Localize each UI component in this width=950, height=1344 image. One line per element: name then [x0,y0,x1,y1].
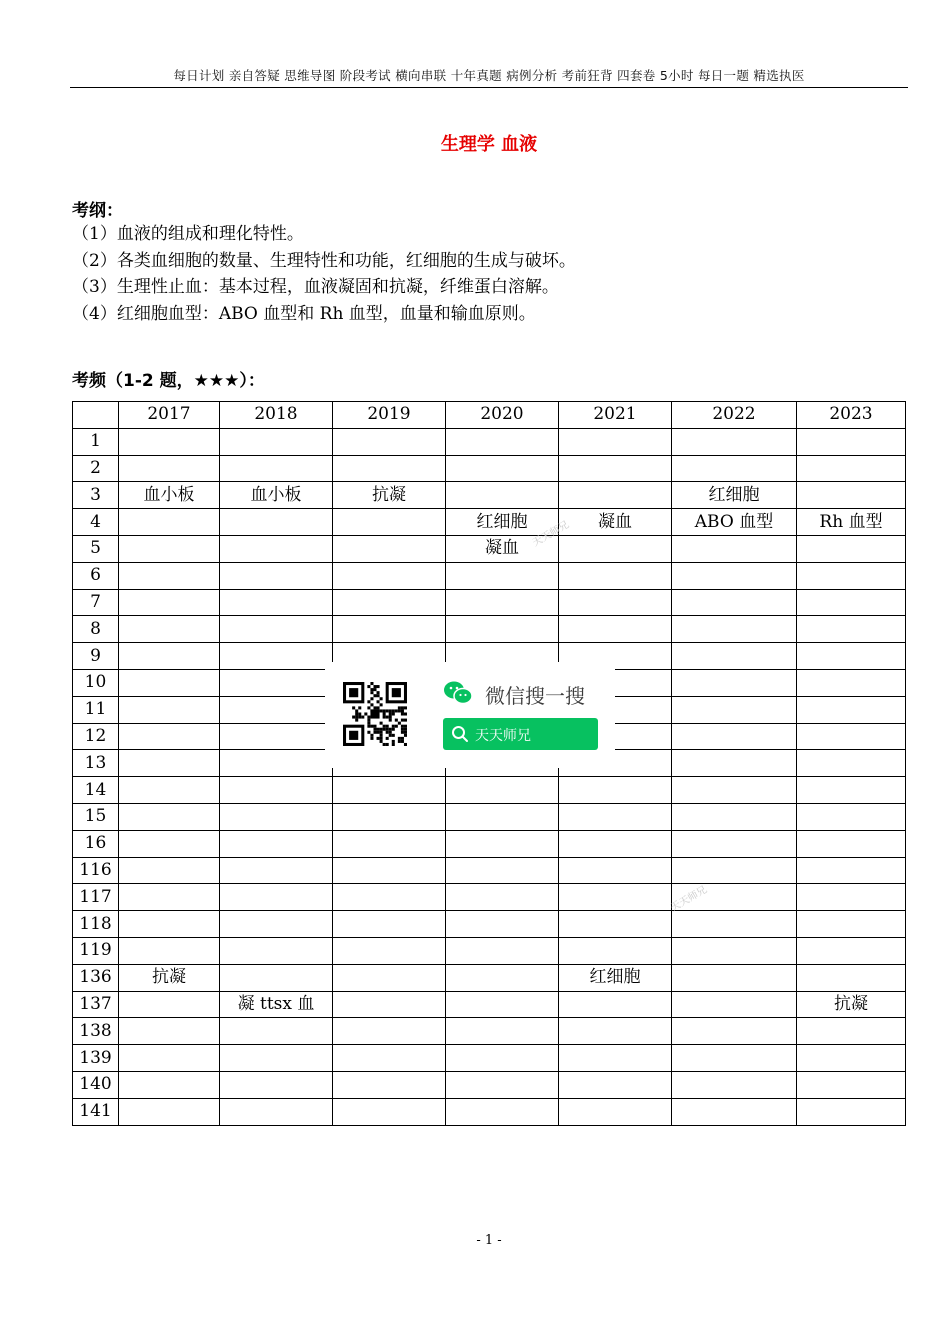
topic-cell [672,937,797,964]
table-row [73,857,906,884]
year-header: 2018 [220,402,333,429]
topic-cell [559,589,672,616]
topic-cell [220,937,333,964]
topic-cell [333,562,446,589]
topic-cell [797,455,906,482]
topic-cell: 血小板 [119,482,220,509]
question-number-cell: 117 [73,884,119,911]
topic-cell [119,937,220,964]
topic-cell [446,1018,559,1045]
table-row [73,535,906,562]
topic-cell [446,428,559,455]
topic-cell [672,750,797,777]
topic-cell [797,428,906,455]
topic-cell [559,428,672,455]
topic-cell [559,1098,672,1125]
topic-cell [559,616,672,643]
topic-cell [672,696,797,723]
topic-cell [446,830,559,857]
topic-cell [559,1045,672,1072]
topic-cell [559,830,672,857]
table-row [73,884,906,911]
topic-cell [119,1018,220,1045]
topic-cell [672,777,797,804]
topic-cell [446,937,559,964]
year-header: 2020 [446,402,559,429]
account-search-button[interactable] [443,718,598,750]
topic-cell [559,991,672,1018]
topic-cell [446,803,559,830]
topic-cell [446,1098,559,1125]
watermark: 天天师兄 [530,519,572,549]
topic-cell [797,535,906,562]
topic-cell [446,964,559,991]
outline-item: （2）各类血细胞的数量、生理特性和功能，红细胞的生成与破坏。 [72,250,576,271]
question-number-cell: 4 [73,509,119,536]
table-row [73,911,906,938]
topic-cell [119,455,220,482]
question-number-cell: 9 [73,643,119,670]
table-row [73,937,906,964]
topic-cell [333,991,446,1018]
topic-cell [797,723,906,750]
question-number-cell: 5 [73,535,119,562]
topic-cell [672,1071,797,1098]
question-number-cell: 138 [73,1018,119,1045]
topic-cell [333,616,446,643]
topic-cell [797,830,906,857]
table-row [73,455,906,482]
wechat-search-overlay [325,662,615,768]
year-header: 2021 [559,402,672,429]
header-divider [70,87,908,88]
topic-cell [446,616,559,643]
topic-cell [220,830,333,857]
topic-cell [446,589,559,616]
table-row [73,1098,906,1125]
topic-cell [220,509,333,536]
topic-cell [446,991,559,1018]
topic-cell [797,803,906,830]
topic-cell [672,723,797,750]
topic-cell [220,616,333,643]
topic-cell [119,696,220,723]
topic-cell [333,1071,446,1098]
table-row [73,803,906,830]
topic-cell [672,964,797,991]
topic-cell [672,643,797,670]
question-number-cell: 8 [73,616,119,643]
topic-cell [672,428,797,455]
topic-cell [797,616,906,643]
page-header: 每日计划 亲自答疑 思维导图 阶段考试 横向串联 十年真题 病例分析 考前狂背 四套卷 5小时 每日一题 精选执医 [173,68,805,83]
topic-cell [333,589,446,616]
table-header-row [73,402,906,429]
year-header: 2019 [333,402,446,429]
topic-cell [672,535,797,562]
table-row [73,482,906,509]
topic-cell [797,562,906,589]
topic-cell: 红细胞 [559,964,672,991]
topic-cell [333,857,446,884]
topic-cell [119,857,220,884]
topic-cell [119,911,220,938]
topic-cell [119,723,220,750]
outline-list [72,221,576,327]
topic-cell [333,830,446,857]
table-row [73,589,906,616]
topic-cell [672,1018,797,1045]
question-number-cell: 118 [73,911,119,938]
topic-cell [797,964,906,991]
topic-cell [797,937,906,964]
topic-cell [333,509,446,536]
topic-cell [446,857,559,884]
topic-cell [559,1071,672,1098]
table-row [73,1045,906,1072]
topic-cell [119,535,220,562]
topic-cell [220,750,333,777]
topic-cell: 凝血 [559,509,672,536]
table-row [73,777,906,804]
question-number-cell: 119 [73,937,119,964]
topic-cell [119,1045,220,1072]
question-number-cell: 140 [73,1071,119,1098]
topic-cell [119,643,220,670]
topic-cell: 抗凝 [333,482,446,509]
topic-cell [119,803,220,830]
year-header: 2023 [797,402,906,429]
topic-cell [559,803,672,830]
qr-code-icon [343,682,407,746]
topic-cell [797,643,906,670]
table-row [73,964,906,991]
topic-cell [220,777,333,804]
table-row [73,991,906,1018]
topic-cell [559,937,672,964]
question-number-cell: 13 [73,750,119,777]
topic-cell [220,723,333,750]
topic-cell [559,857,672,884]
table-row [73,830,906,857]
topic-cell [220,884,333,911]
table-row [73,428,906,455]
topic-cell [119,750,220,777]
topic-cell [119,830,220,857]
table-corner-cell [73,402,119,429]
topic-cell [797,669,906,696]
topic-cell [559,535,672,562]
topic-cell [220,1018,333,1045]
topic-cell [446,562,559,589]
table-row [73,562,906,589]
topic-cell [119,428,220,455]
topic-cell: 凝 ttsx 血 [220,991,333,1018]
table-row [73,1018,906,1045]
question-number-cell: 1 [73,428,119,455]
year-header: 2022 [672,402,797,429]
topic-cell [446,911,559,938]
question-number-cell: 11 [73,696,119,723]
topic-cell [119,1071,220,1098]
topic-cell [333,1045,446,1072]
topic-cell [672,911,797,938]
topic-cell [672,857,797,884]
topic-cell [220,455,333,482]
topic-cell [220,803,333,830]
frequency-heading: 考频（1-2 题，★★★）： [72,371,265,391]
topic-cell [333,964,446,991]
topic-cell [797,1071,906,1098]
topic-cell [333,777,446,804]
topic-cell [220,1045,333,1072]
question-number-cell: 12 [73,723,119,750]
topic-cell [672,830,797,857]
topic-cell [797,777,906,804]
topic-cell [119,991,220,1018]
topic-cell [559,1018,672,1045]
topic-cell [672,803,797,830]
topic-cell [119,884,220,911]
topic-cell [672,616,797,643]
topic-cell [119,777,220,804]
topic-cell: 红细胞 [446,509,559,536]
topic-cell [333,937,446,964]
topic-cell [446,884,559,911]
topic-cell [220,696,333,723]
question-number-cell: 2 [73,455,119,482]
topic-cell [220,911,333,938]
topic-cell: 血小板 [220,482,333,509]
table-row [73,1071,906,1098]
topic-cell [559,777,672,804]
topic-cell [446,482,559,509]
question-number-cell: 14 [73,777,119,804]
topic-cell [797,857,906,884]
topic-cell [672,589,797,616]
topic-cell [333,911,446,938]
topic-cell [797,1045,906,1072]
topic-cell [672,991,797,1018]
topic-cell [220,1098,333,1125]
topic-cell [333,884,446,911]
topic-cell [559,911,672,938]
search-icon [451,725,469,743]
topic-cell [559,455,672,482]
topic-cell [797,750,906,777]
topic-cell [797,589,906,616]
topic-cell [119,589,220,616]
topic-cell [220,589,333,616]
question-number-cell: 116 [73,857,119,884]
question-number-cell: 136 [73,964,119,991]
outline-item: （3）生理性止血：基本过程，血液凝固和抗凝，纤维蛋白溶解。 [72,277,559,297]
question-number-cell: 7 [73,589,119,616]
topic-cell: Rh 血型 [797,509,906,536]
topic-cell [333,803,446,830]
question-number-cell: 137 [73,991,119,1018]
watermark: 天天师兄 [668,884,710,914]
topic-cell [446,1071,559,1098]
topic-cell [220,857,333,884]
topic-cell: 抗凝 [797,991,906,1018]
topic-cell [220,1071,333,1098]
wechat-search-label: 微信搜一搜 [485,684,585,708]
topic-cell [333,428,446,455]
topic-cell [672,562,797,589]
topic-cell [559,562,672,589]
topic-cell [119,669,220,696]
question-number-cell: 6 [73,562,119,589]
topic-cell [672,1045,797,1072]
table-row [73,509,906,536]
topic-cell [559,884,672,911]
topic-cell [446,455,559,482]
account-name: 天天师兄 [475,728,531,744]
topic-cell [119,509,220,536]
topic-cell [446,1045,559,1072]
topic-cell [797,696,906,723]
topic-cell [220,643,333,670]
topic-cell [220,964,333,991]
question-number-cell: 139 [73,1045,119,1072]
topic-cell: 抗凝 [119,964,220,991]
page-title: 生理学 血液 [440,134,538,155]
question-number-cell: 16 [73,830,119,857]
topic-cell [220,428,333,455]
outline-heading: 考纲： [72,201,123,221]
topic-cell [446,777,559,804]
topic-cell [797,1018,906,1045]
topic-cell [220,535,333,562]
topic-cell [797,884,906,911]
question-number-cell: 3 [73,482,119,509]
question-number-cell: 141 [73,1098,119,1125]
topic-cell: ABO 血型 [672,509,797,536]
topic-cell [333,1018,446,1045]
topic-cell [220,562,333,589]
topic-cell [333,1098,446,1125]
topic-cell [119,562,220,589]
table-row [73,616,906,643]
topic-cell [672,455,797,482]
question-number-cell: 10 [73,669,119,696]
topic-cell [797,482,906,509]
topic-cell [672,1098,797,1125]
outline-item: （4）红细胞血型：ABO 血型和 Rh 血型，血量和输血原则。 [72,303,536,324]
topic-cell [797,1098,906,1125]
topic-cell [333,455,446,482]
topic-cell [672,669,797,696]
topic-cell: 凝血 [446,535,559,562]
topic-cell [559,482,672,509]
page-number: - 1 - [476,1233,502,1248]
topic-cell [220,669,333,696]
topic-cell [119,1098,220,1125]
topic-cell [797,911,906,938]
topic-cell [119,616,220,643]
wechat-logo-icon [443,680,473,706]
outline-item: （1）血液的组成和理化特性。 [72,224,304,244]
question-number-cell: 15 [73,803,119,830]
topic-cell: 红细胞 [672,482,797,509]
topic-cell [333,535,446,562]
year-header: 2017 [119,402,220,429]
